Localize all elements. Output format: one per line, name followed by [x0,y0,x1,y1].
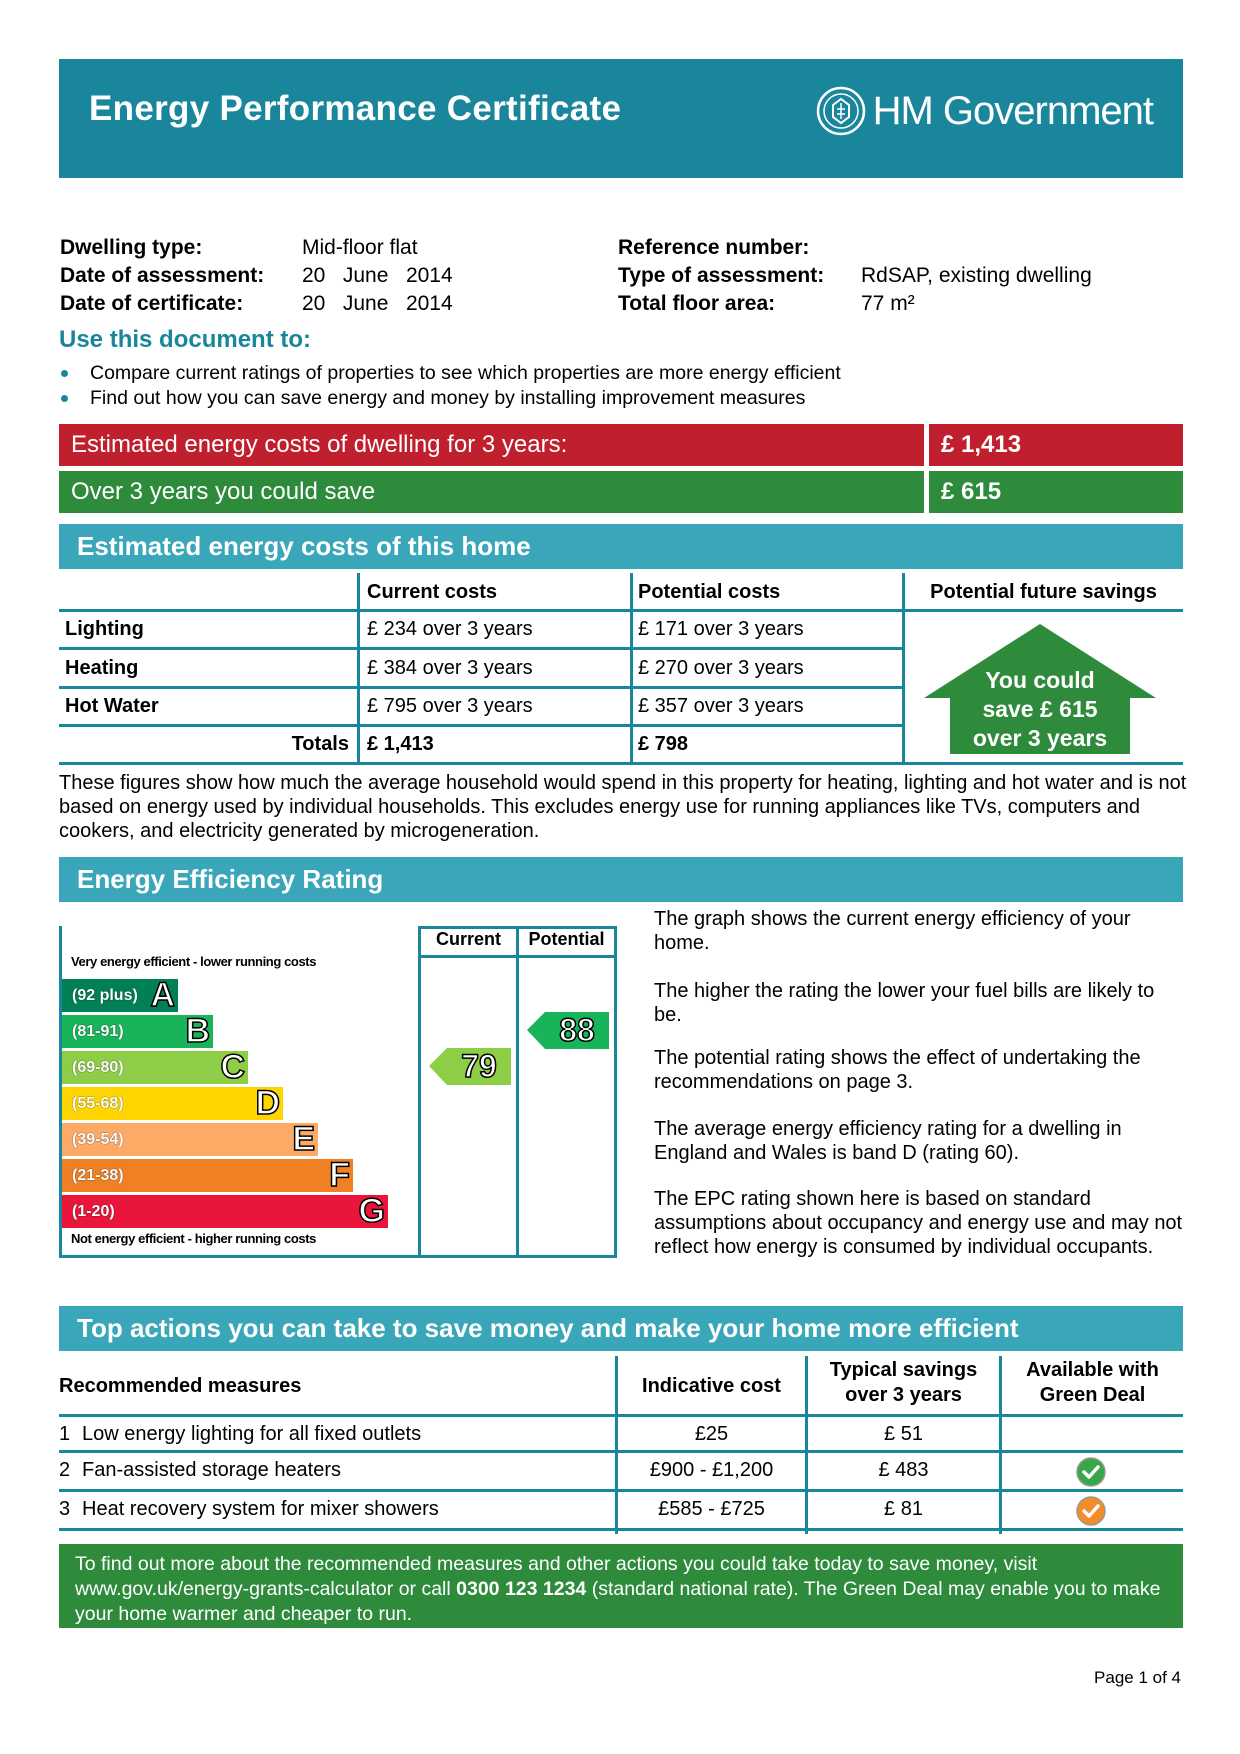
measure-number: 2 [59,1458,71,1481]
band-g [62,1192,388,1230]
row-lighting-label: Lighting [65,618,144,640]
potential-column-label: Potential [528,929,605,949]
footer-text-1: To find out more about the recommended measures and other actions you could take today to save money, visit www.gov.uk/energy-grants-calculator or call [75,1553,1038,1600]
details-right [618,234,824,318]
col-future-savings-header: Potential future savings [930,580,1157,603]
band-b [62,1012,213,1050]
footer-phone[interactable]: 0300 123 1234 [456,1578,587,1600]
measure-cost: £25 [694,1422,729,1445]
col-green-line-1: Available with [1026,1359,1159,1381]
page-title: Energy Performance Certificate [89,89,622,128]
potential-rating-arrow [527,1012,609,1054]
details-right-values [861,234,1092,318]
floor-area-label: Total floor area: [618,292,776,315]
row-hotwater-label: Hot Water [65,695,159,717]
col-cost-header: Indicative cost [642,1374,781,1397]
assessment-year: 2014 [405,264,453,287]
efficient-note: Very energy efficient - lower running costs [71,954,317,969]
col-savings-line-1: Typical savings [829,1359,978,1381]
measure-number: 1 [59,1422,71,1445]
rating-value: 79 [461,1048,497,1084]
col-savings-header [808,1358,999,1408]
measure-cost: £900 - £1,200 [649,1458,774,1481]
assessment-date-value [302,262,453,290]
header-banner [59,59,1183,178]
assessment-type-label: Type of assessment: [618,264,825,287]
royal-crest-icon [815,85,867,137]
efficiency-para-1: The graph shows the current energy efficiency of your home. [654,908,1131,954]
certificate-date-value [302,290,453,318]
efficiency-para-5: The EPC rating shown here is based on standard assumptions about occupancy and energy use and may not reflect how energy is consumed by individual occupants. [654,1188,1183,1258]
row-heating-potential: £ 270 over 3 years [638,656,804,679]
col-green-line-2: Green Deal [1039,1384,1146,1406]
efficiency-para-2: The higher the rating the lower your fuel bills are likely to be. [654,980,1155,1026]
dwelling-type-label: Dwelling type: [60,236,203,259]
dwelling-type-value: Mid-floor flat [302,236,418,259]
savings-house-text [950,666,1130,753]
certificate-day: 20 [302,292,326,315]
green-check-icon [1075,1456,1107,1493]
savings-value: £ 615 [929,471,1183,513]
band-letter: D [255,1084,280,1122]
reference-value [861,234,1092,262]
actions-section-heading: Top actions you can take to save money and make your home more efficient [59,1306,1183,1351]
efficiency-para-3: The potential rating shows the effect of undertaking the recommendations on page 3. [654,1047,1141,1093]
inefficient-note: Not energy efficient - higher running costs [71,1231,316,1246]
measure-savings: £ 81 [884,1497,923,1520]
assessment-date-label: Date of assessment: [60,264,265,287]
band-e [62,1120,318,1158]
row-heating-current: £ 384 over 3 years [367,656,533,679]
col-green-deal-header [1002,1358,1183,1408]
row-heating-label: Heating [65,656,139,679]
row-hotwater-current: £ 795 over 3 years [367,695,533,717]
measure-cost: £585 - £725 [658,1497,765,1520]
efficiency-para-4: The average energy efficiency rating for a dwelling in England and Wales is band D (rating 60). [654,1118,1122,1164]
certificate-year: 2014 [405,292,453,315]
band-range: (81-91) [72,1022,124,1040]
band-a [62,976,178,1014]
rating-value: 88 [559,1012,595,1048]
col-current-header: Current costs [367,580,498,603]
band-range: (92 plus) [72,986,138,1004]
list-item: Find out how you can save energy and money by installing improvement measures [59,386,841,411]
footer-text-2: (standard national rate). The Green Deal may enable you to make your home warmer and cheaper to run. [75,1578,1161,1625]
measure-savings: £ 483 [878,1458,929,1481]
assessment-month: June [342,264,389,287]
band-range: (21-38) [72,1166,124,1184]
band-letter: C [220,1048,245,1086]
band-range: (39-54) [72,1130,124,1148]
band-range: (55-68) [72,1094,124,1112]
totals-label: Totals [291,733,349,755]
orange-check-icon [1075,1495,1107,1532]
costs-section-heading: Estimated energy costs of this home [59,524,1183,569]
assessment-day: 20 [302,264,326,287]
savings-line-1: You could [985,667,1095,693]
use-document-heading: Use this document to: [59,326,312,353]
estimated-costs-value: £ 1,413 [929,424,1183,466]
band-letter: F [329,1156,350,1194]
band-f [62,1156,353,1194]
measure-name: Heat recovery system for mixer showers [82,1497,439,1520]
brand-name: HM Government [872,88,1153,133]
assessment-type-value: RdSAP, existing dwelling [861,264,1092,287]
reference-label: Reference number: [618,236,810,259]
col-savings-line-2: over 3 years [845,1384,962,1406]
col-measures-header: Recommended measures [59,1374,302,1397]
row-lighting-potential: £ 171 over 3 years [638,618,804,640]
col-potential-header: Potential costs [638,580,781,603]
band-range: (69-80) [72,1058,124,1076]
savings-bar: Over 3 years you could save [59,471,924,513]
hm-government-logo [815,85,1153,137]
measure-number: 3 [59,1497,71,1520]
row-hotwater-potential: £ 357 over 3 years [638,695,804,717]
efficiency-section-heading: Energy Efficiency Rating [59,857,1183,902]
certificate-month: June [342,292,389,315]
savings-line-3: over 3 years [972,725,1108,751]
current-rating-arrow [429,1048,511,1090]
band-letter: A [150,976,175,1014]
totals-current: £ 1,413 [367,733,434,755]
page-number: Page 1 of 4 [1094,1668,1181,1687]
certificate-date-label: Date of certificate: [60,292,244,315]
band-c [62,1048,248,1086]
estimated-costs-bar: Estimated energy costs of dwelling for 3 years: [59,424,924,466]
measure-savings: £ 51 [884,1422,923,1445]
band-letter: E [292,1120,315,1158]
list-item: Compare current ratings of properties to see which properties are more energy efficient [59,361,841,386]
totals-potential: £ 798 [638,733,689,755]
details-left [60,234,264,318]
band-d [62,1084,283,1122]
use-document-list [59,361,841,411]
measure-name: Low energy lighting for all fixed outlets [82,1422,422,1445]
floor-area-value: 77 m² [861,292,915,315]
savings-line-2: save £ 615 [982,696,1098,722]
footer-info-box [59,1544,1183,1628]
details-left-values [302,234,453,318]
measure-name: Fan-assisted storage heaters [82,1458,342,1481]
costs-note: These figures show how much the average household would spend in this property for heating, lighting and hot water and is not based on energy used by individual households. This excludes energy use for running appliances like TVs, computers and cookers, and electricity generated by microgeneration. [59,772,1187,842]
current-column-label: Current [435,929,501,949]
band-letter: B [185,1012,210,1050]
band-range: (1-20) [72,1202,115,1220]
band-letter: G [358,1192,385,1230]
row-lighting-current: £ 234 over 3 years [367,618,533,640]
